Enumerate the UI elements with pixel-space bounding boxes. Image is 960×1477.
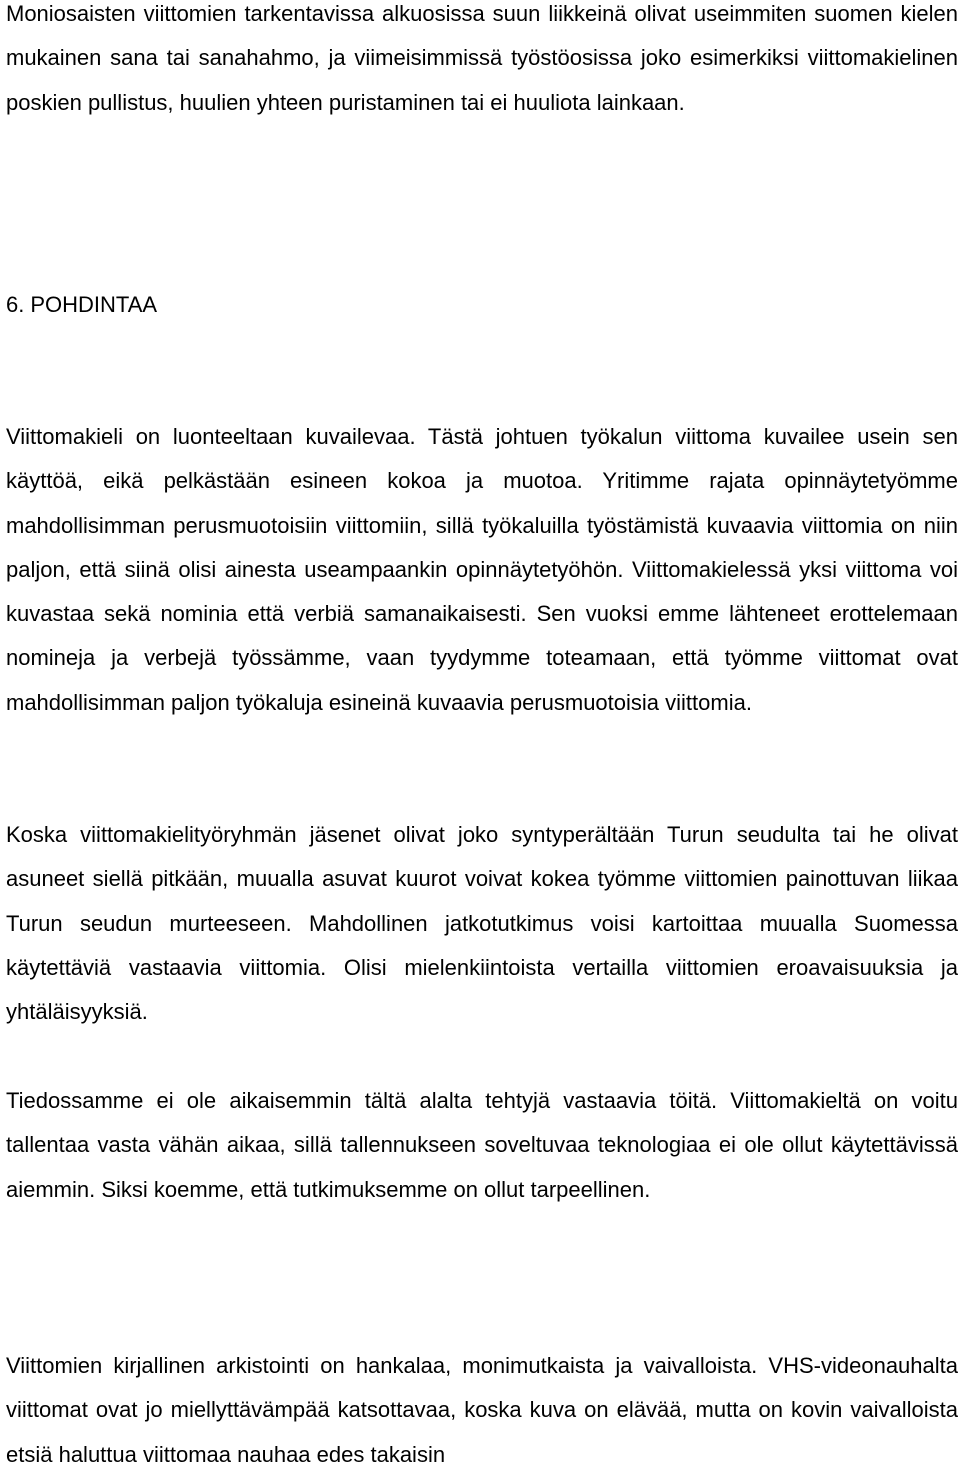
intro-paragraph: Moniosaisten viittomien tarkentavissa alkuosissa suun liikkeinä olivat useimmiten suomen kielen mukainen sana tai sanahahmo, ja viimeisimmissä työstöosissa joko esimerkiksi viittomakielinen poskien pullistus, huulien yhteen puristaminen tai ei huuliota lainkaan. xyxy=(6,1,958,115)
section-title: POHDINTAA xyxy=(30,292,158,317)
paragraph-regional-dialect: Koska viittomakielityöryhmän jäsenet olivat joko syntyperältään Turun seudulta tai he olivat asuneet siellä pitkään, muualla asuvat kuurot voivat kokea työmme viittomien painottuvan liikaa Turun seudun murteeseen. Mahdollinen jatkotutkimus voisi kartoittaa muualla Suomessa käytettäviä vastaavia viittomia. Olisi mielenkiintoista vertailla viittomien eroavaisuuksia ja yhtäläisyyksiä. xyxy=(6,822,958,1025)
section-heading xyxy=(6,283,157,327)
paragraph-prior-work: Tiedossamme ei ole aikaisemmin tältä alalta tehtyjä vastaavia töitä. Viittomakieltä on voitu tallentaa vasta vähän aikaa, sillä tallennukseen soveltuvaa teknologiaa ei ole ollut käytettävissä aiemmin. Siksi koemme, että tutkimuksemme on ollut tarpeellinen. xyxy=(6,1088,958,1202)
paragraph-archiving: Viittomien kirjallinen arkistointi on hankalaa, monimutkaista ja vaivalloista. VHS-videonauhalta viittomat ovat jo miellyttävämpää katsottavaa, koska kuva on elävää, mutta on kovin vaivalloista etsiä haluttua viittomaa nauhaa edes takaisin xyxy=(6,1353,958,1467)
paragraph-nature-of-sign-language: Viittomakieli on luonteeltaan kuvailevaa. Tästä johtuen työkalun viittoma kuvailee usein sen käyttöä, eikä pelkästään esineen kokoa ja muotoa. Yritimme rajata opinnäytetyömme mahdollisimman perusmuotoisiin viittomiin, sillä työkaluilla työstämistä kuvaavia viittomia on niin paljon, että siinä olisi ainesta useampaankin opinnäytetyöhön. Viittomakielessä yksi viittoma voi kuvastaa sekä nominia että verbiä samanaikaisesti. Sen vuoksi emme lähteneet erottelemaan nomineja ja verbejä työssämme, vaan tyydymme toteamaan, että työmme viittomat ovat mahdollisimman paljon työkaluja esineinä kuvaavia perusmuotoisia viittomia. xyxy=(6,424,958,715)
section-number: 6. xyxy=(6,292,25,317)
